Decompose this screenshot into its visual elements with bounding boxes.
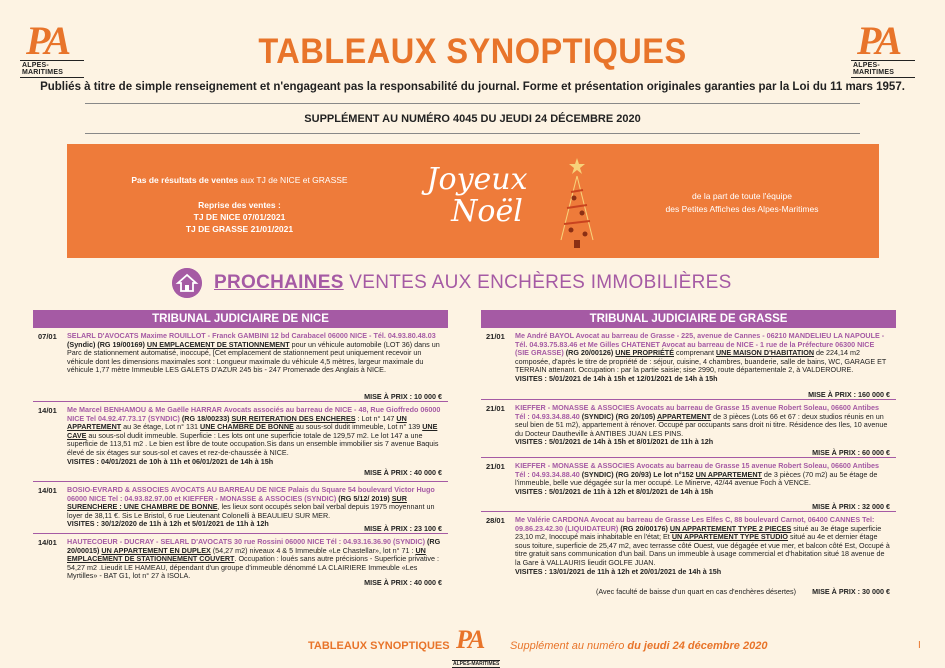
banner-no-results: Pas de résultats de ventes aux TJ de NICE et GRASSE — [131, 175, 348, 185]
page-number: I — [918, 640, 921, 651]
sale-date: 28/01 — [486, 516, 505, 525]
supplement-line: SUPPLÉMENT AU NUMÉRO 4045 DU JEUDI 24 DÉCEMBRE 2020 — [304, 113, 641, 125]
logo-letters: PA — [857, 18, 900, 63]
house-icon — [172, 268, 202, 298]
listing-text: KIEFFER - MONASSE & ASSOCIES Avocats au barreau de Grasse 15 avenue Robert Soleau, 06600 Antibes Tél : 04.93.34.88.40 (SYNDIC) (RG 20/105) APPARTEMENT de 3 pièces (Lots 66 et 67 : deux studios réunis en un seul bien de 51 m2), appartement à rénover. Occupé par occupants sans droit ni titre. Résidence des Iles, 10 avenue du Docteur Dautheville à ANTIBES JUAN LES PINS. VISITES : 5/01/2021 de 14h à 15h et 8/01/2021 de 11h à 12h — [515, 403, 888, 447]
listing-text: HAUTECOEUR - DUCRAY - SELARL D'AVOCATS 30 rue Rossini 06000 NICE Tél : 04.93.16.36.90 (SYNDIC) (RG 20/00015) UN APPARTEMENT EN DUPLEX (54,27 m2) niveaux 4 & 5 Immeuble «Le Chastellar», lot n° 71 : UN EMPLACEMENT DE STATIONNEMENT COUVERT. Occupation : loués sans autre précisions - Superficie privative : 54,27 m2 .Lieudit LE HAMEAU, dépendant d'un groupe d'immeuble dénommé LA CLAIRIERE Immeuble «Les Myrtilles» - BAT G1, lot n° 27 à ISOLA. — [67, 537, 441, 581]
banner-greeting: Joyeux Noël — [426, 162, 528, 229]
reserve-price: MISE À PRIX : 60 000 € — [812, 448, 890, 457]
section-title: PROCHAINES VENTES AUX ENCHÈRES IMMOBILIÈRES — [214, 272, 732, 293]
column-header-grasse: TRIBUNAL JUDICIAIRE DE GRASSE — [481, 310, 896, 328]
listing-text: Me Marcel BENHAMOU & Me Gaëlle HARRAR Avocats associés au barreau de NICE - 48, Rue Gioffredo 06000 NICE Tel 04.92.47.73.17 (SYNDIC) (RG 18/00233) SUR REITERATION DES ENCHERES : Lot n° 147 UN APPARTEMENT au 3e étage, Lot n° 131 UNE CHAMBRE DE BONNE au sous-sol dudit immeuble, Lot n° 139 UNE CAVE au sous-sol dudit immeuble. Superficie : Les lots ont une superficie totale de 129,57 m2. Le lot 147 a une superficie de 113,51 m2 . Le bien est libre de toute occupation.Sis dans un ensemble immobilier sis 7 avenue Baquis élevé de six étages sur sous-sol et caves et rez-de-chaussée à NICE. VISITES : 04/01/2021 de 10h à 11h et 06/01/2021 de 14h à 15h — [67, 405, 441, 466]
page-title: TABLEAUX SYNOPTIQUES — [258, 32, 687, 71]
listing-text: Me André BAYOL Avocat au barreau de Grasse - 225, avenue de Cannes - 06210 MANDELIEU LA NAPOULE - Tél. 04.93.75.83.46 et Me Gilles CHATENET Avocat au barreau de NICE - 1 rue de la Préfecture 06300 NICE (SIE GRASSE) (RG 20/00126) UNE PROPRIÉTÉ comprenant UNE MAISON D'HABITATION de 224,14 m2 composée, d'après le titre de propriété de : séjour, cuisine, 4 chambres, buanderie, salle de bains, WC, GARAGE ET TERRAIN attenant. Occupation : par la partie saisie; sise 2990, route départementale 2, à VALDEROURE. VISITES : 5/01/2021 de 14h à 15h et 12/01/2021 de 14h à 15h — [515, 331, 887, 383]
footer-logo: PA ALPES-MARITIMES — [453, 625, 500, 667]
listing-text: SELARL D'AVOCATS Maxime ROUILLOT - Franck GAMBINI 12 bd Carabacel 06000 NICE - Tél. 04.93.80.48.03 (Syndic) (RG 19/00169) UN EMPLACEMENT DE STATIONNEMENT pour un véhicule automobile (LOT 36) dans un Parc de stationnement automatisé, inoccupé, [Cet emplacement de stationnement peut uniquement recevoir un véhicule dont les dimensions maximales sont : Longueur maximale du véhicule 4,5 mètres, largeur maximale du véhicule 1,77 mètre Immeuble LES GALETS D'AZUR 245 bis - 247 Promenade des Anglais à NICE. — [67, 331, 440, 375]
column-nice — [33, 310, 448, 587]
divider — [85, 103, 860, 104]
listing-entry — [33, 536, 448, 590]
reserve-price: MISE À PRIX : 40 000 € — [364, 578, 442, 587]
reserve-price: MISE À PRIX : 23 100 € — [364, 524, 442, 533]
listing-entry — [33, 484, 448, 534]
sale-date: 07/01 — [38, 332, 57, 341]
logo-region: ALPES-MARITIMES — [20, 60, 84, 78]
sale-date: 14/01 — [38, 406, 57, 415]
listing-entry — [481, 402, 896, 458]
christmas-banner — [67, 144, 879, 258]
reserve-price: MISE À PRIX : 40 000 € — [364, 468, 442, 477]
page-footer — [0, 625, 945, 667]
reserve-price: MISE À PRIX : 32 000 € — [812, 502, 890, 511]
footer-title: TABLEAUX SYNOPTIQUES — [308, 640, 450, 652]
christmas-tree-icon — [547, 150, 607, 254]
logo-letters: PA — [26, 18, 69, 63]
page-subtitle: Publiés à titre de simple renseignement et n'engageant pas la responsabilité du journal. Forme et présentation originales garanties par la Loi du 11 mars 1957. — [40, 81, 905, 93]
column-grasse — [481, 310, 896, 596]
banner-signature: de la part de toute l'équipe des Petites Affiches des Alpes-Maritimes — [665, 191, 819, 214]
listing-text: KIEFFER - MONASSE & ASSOCIES Avocats au barreau de Grasse 15 avenue Robert Soleau, 06600 Antibes Tél : 04.93.34.88.40 (SYNDIC) (RG 20/93) Le lot n°152 UN APPARTEMENT de 3 pièces (70 m2) au 5e étage de l'immeuble, belle vue dégagée sur la mer occupé. Le Minerve, 42/44 avenue Foch à VENCE. VISITES : 5/01/2021 de 11h à 12h et 8/01/2021 de 14h à 15h — [515, 461, 880, 496]
reserve-price: MISE À PRIX : 10 000 € — [364, 392, 442, 401]
sale-date: 21/01 — [486, 404, 505, 413]
listing-entry — [481, 514, 896, 600]
faculty-note: (Avec faculté de baisse d'un quart en cas d'enchères désertes) — [596, 587, 796, 596]
reserve-price: MISE À PRIX : 160 000 € — [808, 390, 890, 399]
listing-entry — [481, 332, 896, 400]
banner-resume: Reprise des ventes : TJ DE NICE 07/01/2021 TJ DE GRASSE 21/01/2021 — [185, 200, 294, 234]
sale-date: 14/01 — [38, 486, 57, 495]
listing-entry — [33, 332, 448, 402]
listing-text: Me Valérie CARDONA Avocat au barreau de Grasse Les Elfes C, 88 boulevard Carnot, 06400 CANNES Tel: 09.86.23.42.30 (LIQUIDATEUR) (RG 20/00176) UN APPARTEMENT TYPE 2 PIECES situé au 3e étage superficie 23,10 m2, Inoccupé mais inhabitable en l'état; Et UN APPARTEMENT TYPE STUDIO situé au 4e et dernier étage sous toiture, superficie de 25,47 m2, avec terrasse côté Ouest, vue dégagée et vue mer, et balcon côté Est, Occupé à titre gratuit sans communication d'un bail. Dans un immeuble à usage commercial et d'habitation situé 18 avenue de la Gare à VALLAURIS lieudit GOLFE JUAN. VISITES : 13/01/2021 de 11h à 12h et 20/01/2021 de 14h à 15h — [515, 515, 890, 576]
sale-date: 21/01 — [486, 462, 505, 471]
footer-issue: Supplément au numéro du jeudi 24 décembre 2020 — [510, 640, 768, 652]
divider — [85, 133, 860, 134]
logo-region: ALPES-MARITIMES — [851, 60, 915, 78]
reserve-price: MISE À PRIX : 30 000 € — [812, 587, 890, 596]
column-header-nice: TRIBUNAL JUDICIAIRE DE NICE — [33, 310, 448, 328]
listing-entry — [481, 460, 896, 512]
listing-text: BOSIO-EVRARD & ASSOCIES AVOCATS AU BARREAU DE NICE Palais du Square 54 boulevard Victor Hugo 06000 NICE Tel : 04.93.82.97.00 et KIEFFER - MONASSE & ASSOCIES (SYNDIC) (RG 5/12/ 2019) SUR SURENCHERE : UNE CHAMBRE DE BONNE, les lieux sont occupés selon bail verbal depuis 1975 moyennant un loyer de 38,11 €. Sis Le Bristol, 6 rue Lieutenant Colonelli à BEAULIEU SUR MER. VISITES : 30/12/2020 de 11h à 12h et 5/01/2021 de 11h à 12h — [67, 485, 435, 529]
sale-date: 21/01 — [486, 332, 505, 341]
listing-entry — [33, 404, 448, 482]
sale-date: 14/01 — [38, 538, 57, 547]
